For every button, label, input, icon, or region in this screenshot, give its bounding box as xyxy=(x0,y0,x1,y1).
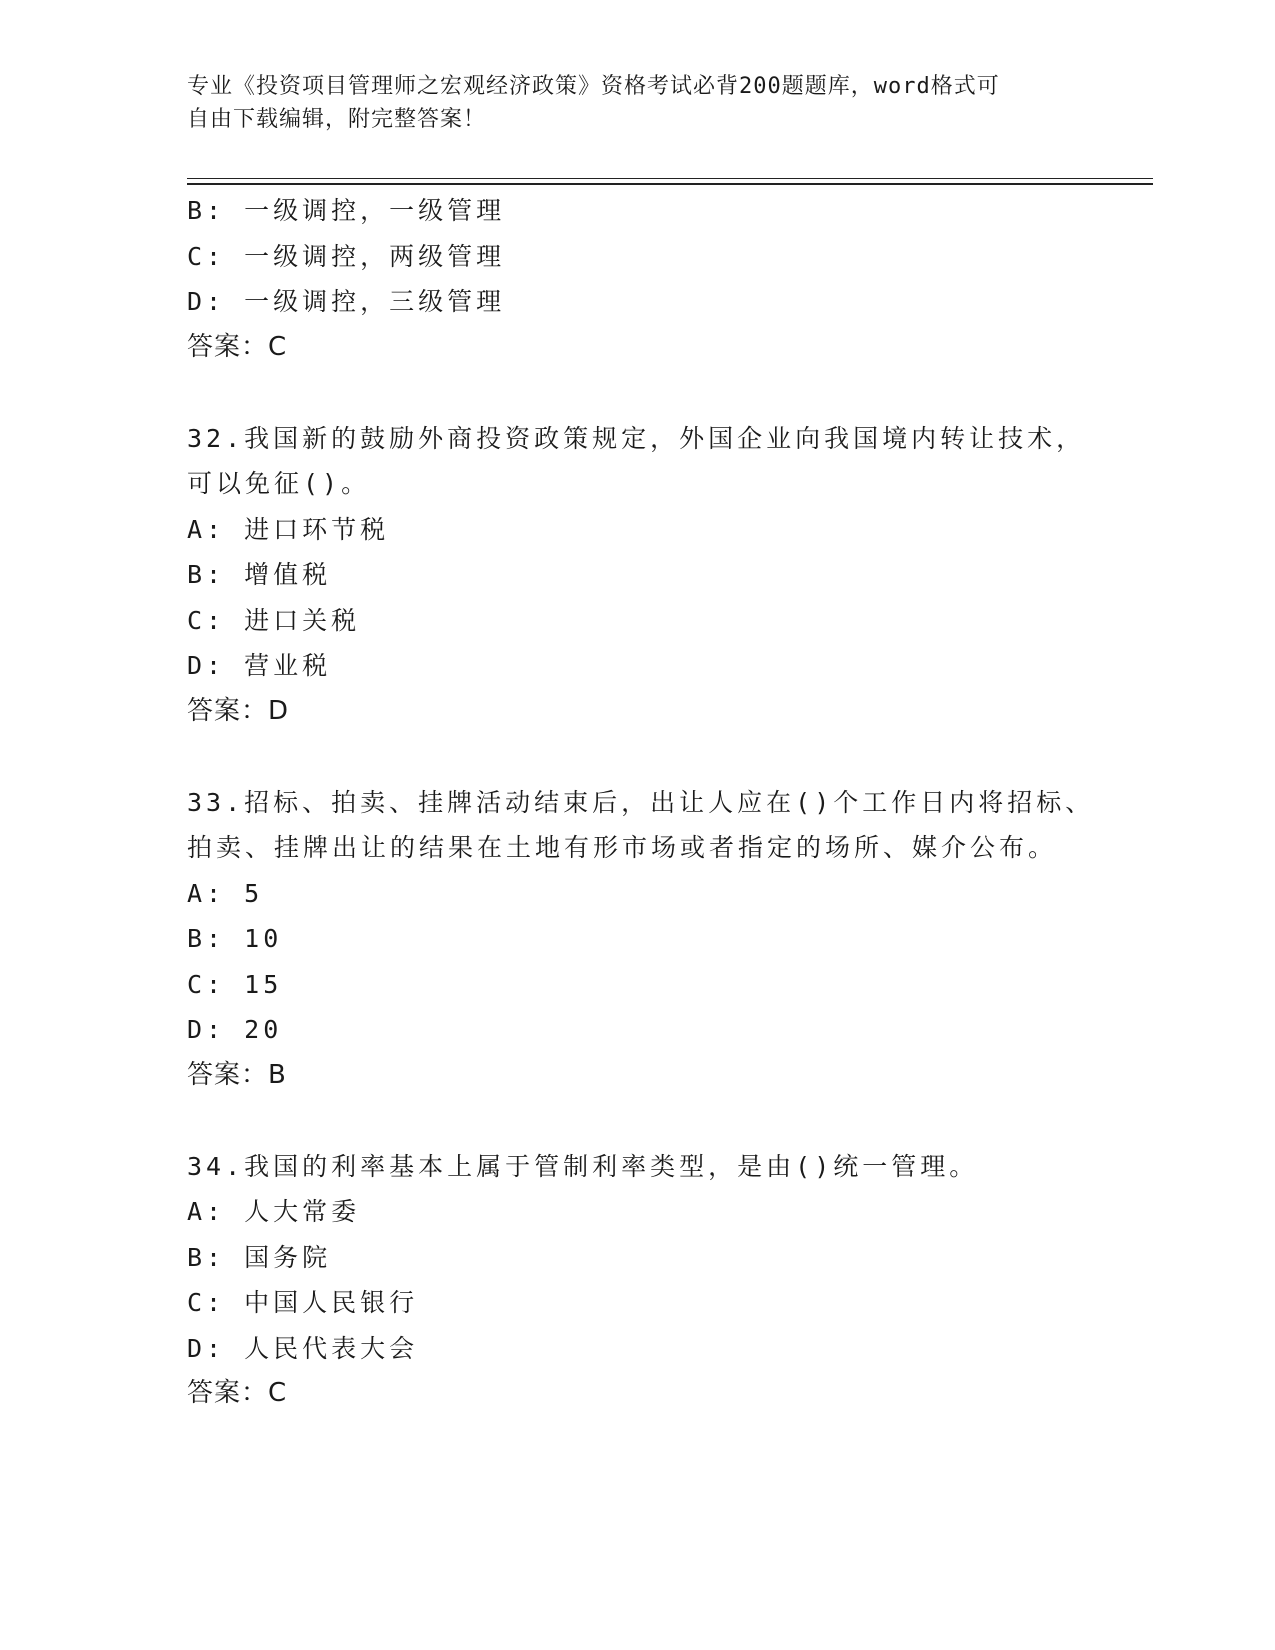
header-line-1: 专业《投资项目管理师之宏观经济政策》资格考试必背200题题库，word格式可 xyxy=(187,74,1000,99)
option-b: B: 10 xyxy=(187,924,283,953)
option-d: D: 20 xyxy=(187,1015,283,1044)
answer-line: 答案：C xyxy=(187,1378,288,1408)
question-stem-line: 拍卖、挂牌出让的结果在土地有形市场或者指定的场所、媒介公布。 xyxy=(187,833,1058,862)
question-33 xyxy=(187,780,1095,1099)
option-d: D: 营业税 xyxy=(187,651,332,680)
option-c: C: 进口关税 xyxy=(187,605,361,635)
option-b: B: 增值税 xyxy=(187,560,332,589)
option-a: A: 人大常委 xyxy=(187,1197,361,1226)
header-divider-thick xyxy=(187,183,1153,185)
header-line-2: 自由下载编辑，附完整答案！ xyxy=(187,107,487,132)
option-c: C: 一级调控，两级管理 xyxy=(187,241,506,271)
question-32 xyxy=(187,416,1087,735)
question-stem-line: 可以免征()。 xyxy=(187,469,371,498)
answer-line: 答案：B xyxy=(187,1059,287,1090)
question-34 xyxy=(187,1144,1087,1417)
spacer xyxy=(187,734,1087,780)
option-d: D: 人民代表大会 xyxy=(187,1333,419,1363)
document-header xyxy=(187,70,1067,136)
question-stem-line: 32.我国新的鼓励外商投资政策规定，外国企业向我国境内转让技术， xyxy=(187,423,1086,453)
option-b: B: 国务院 xyxy=(187,1242,332,1272)
option-a: A: 5 xyxy=(187,878,264,908)
question-stem-line: 34.我国的利率基本上属于管制利率类型，是由()统一管理。 xyxy=(187,1151,979,1181)
previous-question-tail xyxy=(187,188,1087,370)
option-c: C: 中国人民银行 xyxy=(187,1288,419,1317)
spacer xyxy=(187,370,1087,416)
question-stem-line: 33.招标、拍卖、挂牌活动结束后，出让人应在()个工作日内将招标、 xyxy=(187,787,1095,817)
answer-line: 答案：D xyxy=(187,695,290,726)
answer-line: 答案：C xyxy=(187,331,288,362)
option-b: B: 一级调控，一级管理 xyxy=(187,196,506,225)
spacer xyxy=(187,1098,1087,1144)
option-a: A: 进口环节税 xyxy=(187,514,390,544)
question-content xyxy=(187,188,1095,1417)
option-d: D: 一级调控，三级管理 xyxy=(187,287,506,316)
option-c: C: 15 xyxy=(187,969,283,999)
header-divider-thin xyxy=(187,178,1153,179)
